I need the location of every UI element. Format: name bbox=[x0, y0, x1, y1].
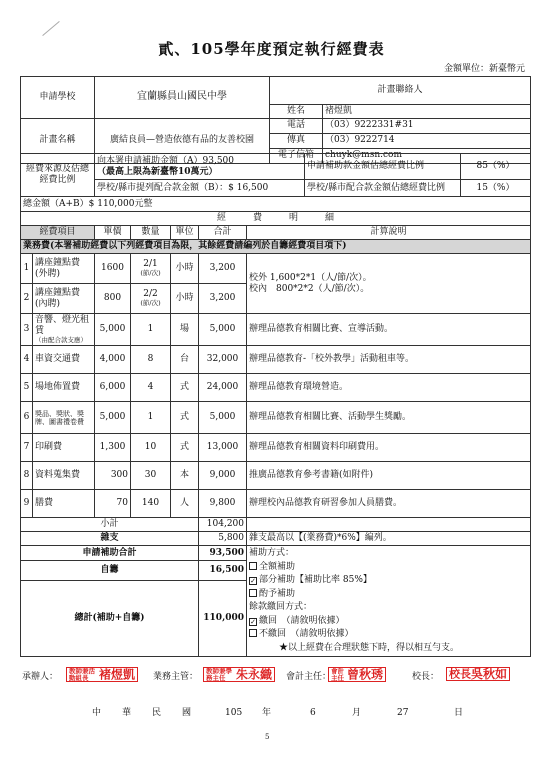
signature-row bbox=[0, 664, 543, 690]
item-qty-note: (節/次) bbox=[140, 269, 161, 277]
ministry-ratio: 85（%） bbox=[461, 154, 531, 180]
item-qty: 1 bbox=[131, 402, 171, 434]
self-total-value: 16,500 bbox=[199, 560, 247, 580]
item-name: 獎品、獎狀、獎牌、圖書禮卷費 bbox=[33, 402, 95, 434]
school-ratio-label: 學校/縣市配合款金額佔總經費比例 bbox=[305, 180, 461, 197]
option-partial: 部分補助【補助比率 85%】 bbox=[259, 575, 372, 586]
item-total: 3,200 bbox=[199, 284, 247, 314]
item-desc: 辦理校內品德教育研習參加人員膳費。 bbox=[247, 490, 531, 518]
item-price: 70 bbox=[95, 490, 131, 518]
item-price: 1,300 bbox=[95, 434, 131, 462]
grand-total-label: 總計(補助+自籌) bbox=[21, 580, 199, 657]
date-day-label: 日 bbox=[454, 708, 464, 718]
date-year: 105 bbox=[225, 708, 243, 718]
total-amount: 總金額（A+B）$ 110,000元整 bbox=[21, 197, 531, 212]
school-name: 宜蘭縣員山國民中學 bbox=[95, 77, 270, 119]
item-total: 5,000 bbox=[199, 402, 247, 434]
item-no: 2 bbox=[21, 284, 33, 314]
fax-value: （03）9222714 bbox=[323, 133, 531, 148]
ministry-limit: （最高上限為新臺幣10萬元） bbox=[97, 166, 218, 177]
principal-stamp bbox=[446, 667, 510, 681]
funding-label: 經費來源及估總經費比例 bbox=[21, 154, 95, 197]
grand-total-value: 110,000 bbox=[199, 580, 247, 657]
item-unit: 本 bbox=[171, 462, 199, 490]
supervisor-label: 業務主管： bbox=[153, 672, 199, 682]
accounting-stamp bbox=[328, 667, 386, 682]
date-day: 27 bbox=[397, 708, 409, 718]
pen-mark bbox=[42, 21, 59, 36]
item-unit: 式 bbox=[171, 434, 199, 462]
accounting-label: 會計主任： bbox=[286, 672, 332, 682]
item-price: 5,000 bbox=[95, 402, 131, 434]
item-no: 3 bbox=[21, 314, 33, 346]
item-desc: 辦理品德教育-「校外教學」活動租車等。 bbox=[247, 346, 531, 374]
apply-total-value: 93,500 bbox=[199, 546, 247, 560]
item-name: 車資交通費 bbox=[33, 346, 95, 374]
date-char-1: 中 bbox=[92, 708, 102, 718]
item-price: 800 bbox=[95, 284, 131, 314]
item-no: 4 bbox=[21, 346, 33, 374]
item-price: 4,000 bbox=[95, 346, 131, 374]
date-char-3: 民 bbox=[152, 708, 162, 718]
option-full: 全額補助 bbox=[259, 561, 296, 572]
subsidy-title: 補助方式： bbox=[249, 548, 295, 559]
item-desc: 辦理品德教育相關比賽、宣導活動。 bbox=[247, 314, 531, 346]
accounting-stamp-title: 會計主任 bbox=[331, 667, 344, 682]
name-value: 褚煜凱 bbox=[323, 105, 531, 119]
email-value: chuyk@msn.com bbox=[323, 148, 531, 163]
item-desc: 辦理品德教育相關比賽、活動學生獎勵。 bbox=[247, 402, 531, 434]
plan-name: 廣結良員—營造依德有品的友善校園 bbox=[95, 118, 270, 163]
item-name-note: （由配合款支應） bbox=[35, 335, 87, 344]
item-price: 300 bbox=[95, 462, 131, 490]
item-unit: 小時 bbox=[171, 254, 199, 284]
self-total-label: 自籌 bbox=[21, 560, 199, 580]
item-qty: 2/2 bbox=[143, 289, 158, 300]
item-unit: 小時 bbox=[171, 284, 199, 314]
handler-stamp-title: 教師兼活動組長 bbox=[69, 667, 95, 682]
option-return: 繳回 （請敘明依據） bbox=[259, 615, 345, 626]
detail-heading: 經 費 明 細 bbox=[21, 212, 531, 226]
item-qty: 8 bbox=[131, 346, 171, 374]
item-name: 印刷費 bbox=[33, 434, 95, 462]
checkbox-return[interactable]: ✓ bbox=[250, 617, 256, 626]
item-qty: 30 bbox=[131, 462, 171, 490]
supervisor-stamp bbox=[203, 667, 275, 682]
contact-title: 計畫聯絡人 bbox=[270, 77, 531, 105]
item-name: 場地佈置費 bbox=[33, 374, 95, 402]
item-name: 講座鐘點費(內聘) bbox=[33, 284, 95, 314]
misc-desc: 雜支最高以【(業務費)*6%】編列。 bbox=[247, 532, 531, 546]
item-no: 8 bbox=[21, 462, 33, 490]
misc-value: 5,800 bbox=[199, 532, 247, 546]
item-no: 6 bbox=[21, 402, 33, 434]
item-name: 音響、燈光租賃 bbox=[35, 315, 90, 336]
date-month-label: 月 bbox=[352, 708, 362, 718]
date-row bbox=[0, 708, 543, 722]
handler-name: 褚煜凱 bbox=[99, 667, 136, 682]
item-total: 9,000 bbox=[199, 462, 247, 490]
item-name: 資料蒐集費 bbox=[33, 462, 95, 490]
item-total: 32,000 bbox=[199, 346, 247, 374]
checkbox-full[interactable] bbox=[249, 562, 257, 570]
supervisor-name: 朱永織 bbox=[236, 667, 273, 682]
col-item: 經費項目 bbox=[21, 226, 95, 240]
lecture-desc-2: 校內 800*2*2（人/節/次）。 bbox=[249, 283, 370, 294]
school-label: 申請學校 bbox=[21, 77, 95, 119]
checkbox-partial[interactable]: ✓ bbox=[250, 577, 256, 586]
item-desc: 推廣品德教育參考書籍(如附件) bbox=[247, 462, 531, 490]
date-char-2: 華 bbox=[122, 708, 132, 718]
supervisor-stamp-title: 教師兼學務主任 bbox=[206, 667, 232, 682]
checkbox-noreturn[interactable] bbox=[249, 629, 257, 637]
item-qty: 10 bbox=[131, 434, 171, 462]
handler-stamp bbox=[66, 667, 138, 682]
item-name: 講座鐘點費(外聘) bbox=[33, 254, 95, 284]
item-total: 3,200 bbox=[199, 254, 247, 284]
detail-table bbox=[20, 211, 531, 657]
principal-stamp-title: 校長 bbox=[449, 667, 471, 681]
name-label: 姓名 bbox=[270, 105, 323, 119]
accounting-name: 曾秋琇 bbox=[347, 667, 384, 682]
date-month: 6 bbox=[310, 708, 316, 718]
option-fix: 酌予補助 bbox=[259, 588, 296, 599]
lecture-desc-1: 校外 1,600*2*1（人/節/次）。 bbox=[249, 272, 372, 283]
item-unit: 場 bbox=[171, 314, 199, 346]
item-qty-note: (節/次) bbox=[140, 299, 161, 307]
item-desc: 辦理品德教育環境營造。 bbox=[247, 374, 531, 402]
plan-label: 計畫名稱 bbox=[21, 118, 95, 163]
email-label: 電子信箱 bbox=[270, 148, 323, 163]
phone-value: （03）9222331#31 bbox=[323, 118, 531, 133]
item-name: 膳費 bbox=[33, 490, 95, 518]
school-ratio: 15（%） bbox=[461, 180, 531, 197]
col-total: 合計 bbox=[199, 226, 247, 240]
subtotal-label: 小計 bbox=[21, 518, 199, 532]
item-unit: 式 bbox=[171, 374, 199, 402]
date-year-label: 年 bbox=[262, 708, 272, 718]
item-unit: 人 bbox=[171, 490, 199, 518]
item-price: 6,000 bbox=[95, 374, 131, 402]
option-noreturn: 不繳回 （請敘明依據） bbox=[259, 629, 354, 640]
principal-name: 吳秋如 bbox=[471, 667, 508, 681]
apply-total-label: 申請補助合計 bbox=[21, 546, 199, 560]
currency-unit: 金額單位：新臺幣元 bbox=[443, 64, 525, 74]
item-no: 7 bbox=[21, 434, 33, 462]
col-qty: 數量 bbox=[131, 226, 171, 240]
school-amount: 學校/縣市提列配合款金額（B）：$ 16,500 bbox=[95, 180, 305, 197]
item-no: 1 bbox=[21, 254, 33, 284]
phone-label: 電話 bbox=[270, 118, 323, 133]
item-unit: 式 bbox=[171, 402, 199, 434]
item-total: 9,800 bbox=[199, 490, 247, 518]
page-title: 貳、105學年度預定執行經費表 bbox=[158, 40, 385, 58]
item-qty: 1 bbox=[131, 314, 171, 346]
item-unit: 台 bbox=[171, 346, 199, 374]
ministry-ratio-label: 申請補助款金額估總經費比例 bbox=[305, 154, 461, 180]
col-unit: 單位 bbox=[171, 226, 199, 240]
misc-label: 雜支 bbox=[21, 532, 199, 546]
business-note: 業務費(本署補助經費以下列經費項目為限，其餘經費請編列於自籌經費項目項下) bbox=[21, 240, 531, 254]
item-qty: 4 bbox=[131, 374, 171, 402]
col-price: 單價 bbox=[95, 226, 131, 240]
item-total: 24,000 bbox=[199, 374, 247, 402]
item-price: 5,000 bbox=[95, 314, 131, 346]
footnote: ★以上經費在合理狀態下時，得以相互勻支。 bbox=[279, 642, 460, 653]
item-total: 13,000 bbox=[199, 434, 247, 462]
checkbox-fix[interactable] bbox=[249, 589, 257, 597]
funding-table bbox=[20, 153, 531, 212]
ministry-amount: 向本署申請補助金額（A）93,500 bbox=[97, 155, 234, 166]
item-price: 1600 bbox=[95, 254, 131, 284]
page-number: 5 bbox=[265, 733, 270, 741]
item-desc: 辦理品德教育相關資料印刷費用。 bbox=[247, 434, 531, 462]
subtotal-value: 104,200 bbox=[199, 518, 247, 532]
item-no: 9 bbox=[21, 490, 33, 518]
handler-label: 承辦人： bbox=[22, 672, 59, 682]
col-desc: 計算說明 bbox=[247, 226, 531, 240]
item-total: 5,000 bbox=[199, 314, 247, 346]
return-title: 餘款繳回方式： bbox=[249, 602, 313, 613]
item-qty: 140 bbox=[131, 490, 171, 518]
item-qty: 2/1 bbox=[143, 259, 158, 270]
item-no: 5 bbox=[21, 374, 33, 402]
date-char-4: 國 bbox=[182, 708, 192, 718]
principal-label: 校長： bbox=[412, 672, 440, 682]
header-table bbox=[20, 76, 531, 164]
fax-label: 傳真 bbox=[270, 133, 323, 148]
